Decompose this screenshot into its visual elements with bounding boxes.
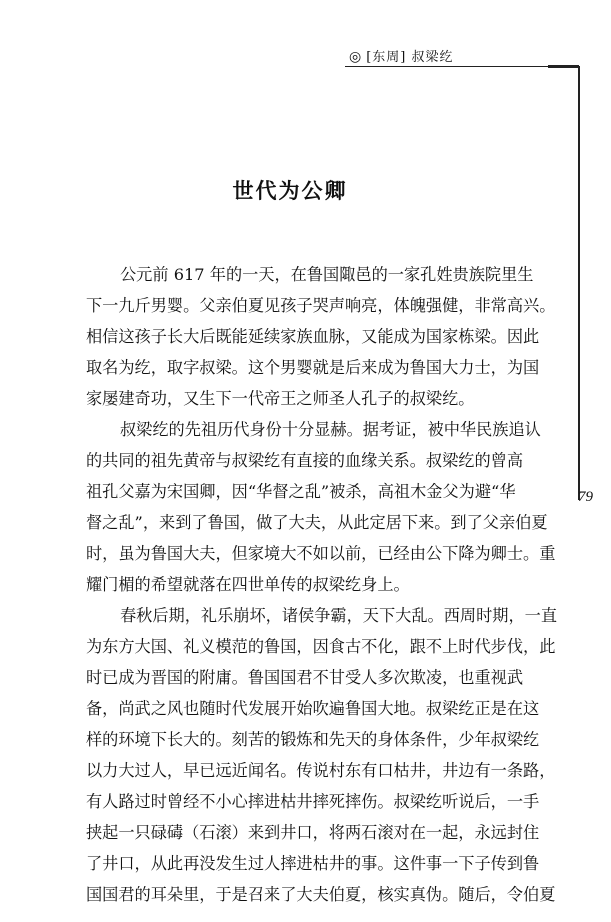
paragraph-line: 取名为纥，取字叔梁。这个男婴就是后来成为鲁国大力士，为国 [86, 358, 540, 377]
paragraph-line: 的共同的祖先黄帝与叔梁纥有直接的血缘关系。叔梁纥的曾高 [86, 451, 524, 470]
bullet-circle-icon: ◎ [349, 49, 363, 65]
paragraph-line: 样的环境下长大的。刻苦的锻炼和先天的身体条件，少年叔梁纥 [86, 730, 540, 749]
paragraph-line: 相信这孩子长大后既能延续家族血脉，又能成为国家栋梁。因此 [86, 327, 540, 346]
header-rule-accent [548, 65, 579, 68]
paragraph-line: 督之乱”，来到了鲁国，做了大夫，从此定居下来。到了父亲伯夏 [86, 513, 548, 532]
running-header-text: [东周] 叔梁纥 [366, 50, 454, 65]
paragraph-line: 挟起一只碌碡（石滚）来到井口，将两石滚对在一起，永远封住 [86, 823, 540, 842]
paragraph-line: 耀门楣的希望就落在四世单传的叔梁纥身上。 [86, 575, 410, 594]
paragraph-line: 以力大过人，早已远近闻名。传说村东有口枯井，井边有一条路， [86, 761, 556, 780]
paragraph-line: 叔梁纥的先祖历代身份十分显赫。据考证，被中华民族追认 [120, 420, 541, 439]
chapter-title: 世代为公卿 [232, 179, 348, 203]
running-header [349, 46, 549, 66]
paragraph-line: 家屡建奇功，又生下一代帝王之师圣人孔子的叔梁纥。 [86, 389, 475, 408]
paragraph-line: 备，尚武之风也随时代发展开始吹遍鲁国大地。叔梁纥正是在这 [86, 699, 540, 718]
paragraph-line: 下一九斤男婴。父亲伯夏见孩子哭声响亮，体魄强健，非常高兴。 [86, 296, 556, 315]
margin-rule [578, 66, 580, 500]
paragraph-line: 了井口，从此再没发生过人摔进枯井的事。这件事一下子传到鲁 [86, 854, 540, 873]
paragraph-line: 国国君的耳朵里，于是召来了大夫伯夏，核实真伪。随后，令伯夏 [86, 885, 556, 904]
paragraph-line: 时已成为晋国的附庸。鲁国国君不甘受人多次欺凌，也重视武 [86, 668, 524, 687]
paragraph-line: 祖孔父嘉为宋国卿，因“华督之乱”被杀，高祖木金父为避“华 [86, 482, 516, 501]
paragraph-line: 有人路过时曾经不小心摔进枯井摔死摔伤。叔梁纥听说后，一手 [86, 792, 540, 811]
paragraph-line: 时，虽为鲁国大夫，但家境大不如以前，已经由公下降为卿士。重 [86, 544, 556, 563]
body-text [86, 259, 564, 910]
page-number: 79 [578, 489, 593, 505]
paragraph-line: 春秋后期，礼乐崩坏，诸侯争霸，天下大乱。西周时期，一直 [120, 606, 558, 625]
paragraph-line: 为东方大国、礼义模范的鲁国，因食古不化，跟不上时代步伐，此 [86, 637, 556, 656]
header-rule [345, 66, 579, 67]
paragraph-line: 公元前 617 年的一天，在鲁国陬邑的一家孔姓贵族院里生 [120, 265, 534, 284]
